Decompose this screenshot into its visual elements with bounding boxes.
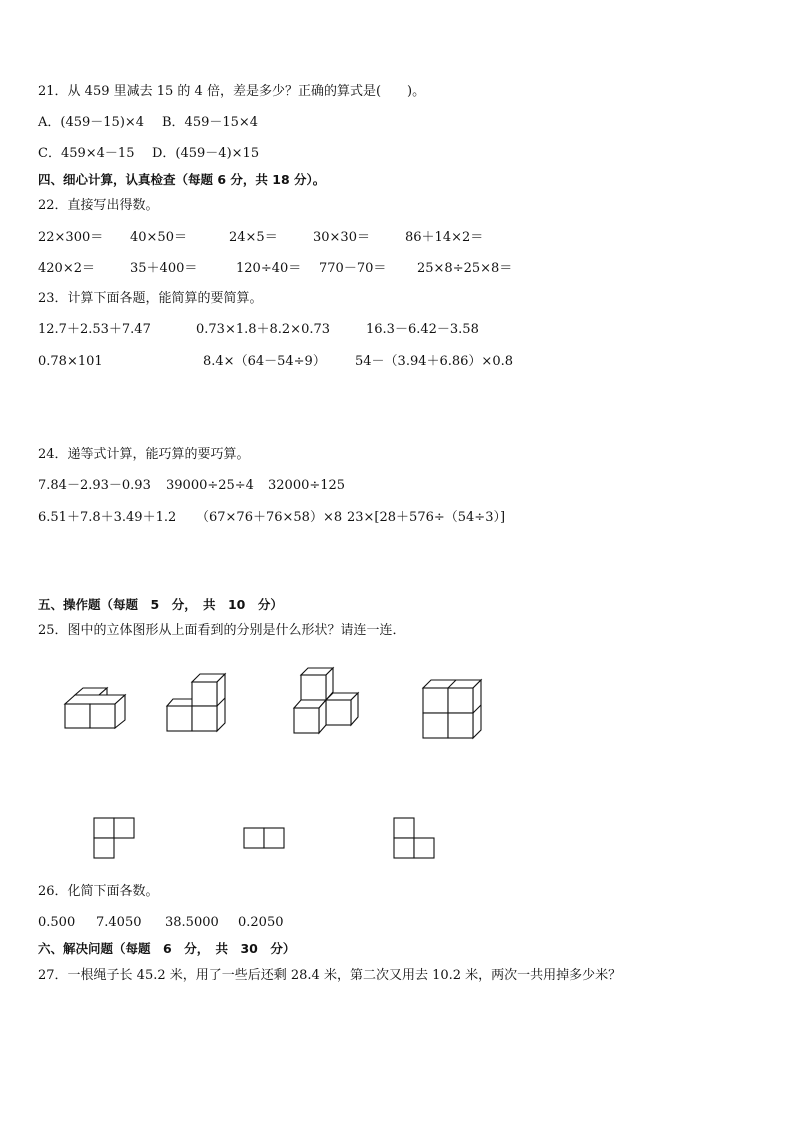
solid-figure-2 <box>167 674 225 731</box>
q23-item: 16.3－6.42－3.58 <box>366 322 479 337</box>
q23-stem: 23．计算下面各题，能简算的要简算。 <box>38 291 263 306</box>
q21-option-d: D．(459－4)×15 <box>152 146 260 161</box>
q26-stem: 26．化简下面各数。 <box>38 884 159 899</box>
q22-item: 35＋400＝ <box>130 261 198 276</box>
solid-figure-3 <box>294 668 358 733</box>
q24-item: 39000÷25÷4 <box>166 478 254 493</box>
q23-item: 8.4×（64－54÷9） <box>203 354 326 369</box>
q22-item: 22×300＝ <box>38 230 104 245</box>
q23-item: 54－（3.94＋6.86）×0.8 <box>355 354 513 369</box>
q21-option-b: B．459－15×4 <box>162 115 259 130</box>
q22-item: 30×30＝ <box>313 230 370 245</box>
q24-item: 6.51＋7.8＋3.49＋1.2 <box>38 510 177 525</box>
q25-stem: 25．图中的立体图形从上面看到的分别是什么形状？请连一连． <box>38 623 406 638</box>
q21-option-a: A．(459－15)×4 <box>38 115 145 130</box>
q24-item: 7.84－2.93－0.93 <box>38 478 151 493</box>
q24-item: 32000÷125 <box>268 478 346 493</box>
top-view-step-shape <box>394 818 434 858</box>
q26-number: 7.4050 <box>96 915 142 930</box>
section5-heading: 五、操作题（每题 5 分， 共 10 分） <box>38 597 283 612</box>
q24-stem: 24．递等式计算，能巧算的要巧算。 <box>38 447 250 462</box>
q22-stem: 22．直接写出得数。 <box>38 198 159 213</box>
q27-stem: 27．一根绳子长 45.2 米，用了一些后还剩 28.4 米，第二次又用去 10.2 米，两次一共用掉多少米？ <box>38 968 622 983</box>
q24-item: 23×[28＋576÷（54÷3）] <box>347 510 506 525</box>
q22-item: 40×50＝ <box>130 230 187 245</box>
top-view-l-shape <box>94 818 134 858</box>
q22-item: 770－70＝ <box>319 261 387 276</box>
q22-item: 120÷40＝ <box>236 261 302 276</box>
q22-item: 24×5＝ <box>229 230 278 245</box>
solid-figure-1 <box>65 688 125 728</box>
top-view-two-squares <box>244 828 284 848</box>
section6-heading: 六、解决问题（每题 6 分， 共 30 分） <box>38 941 296 956</box>
q21-stem: 21．从 459 里减去 15 的 4 倍，差是多少？正确的算式是( )。 <box>38 84 426 99</box>
q23-item: 0.73×1.8＋8.2×0.73 <box>196 322 331 337</box>
section4-heading: 四、细心计算，认真检查（每题 6 分，共 18 分）。 <box>38 172 326 187</box>
q22-item: 420×2＝ <box>38 261 95 276</box>
q23-item: 12.7＋2.53＋7.47 <box>38 322 151 337</box>
q26-number: 0.500 <box>38 915 76 930</box>
solid-figure-4 <box>423 680 481 738</box>
q21-option-c: C．459×4－15 <box>38 146 135 161</box>
q22-item: 86＋14×2＝ <box>405 230 484 245</box>
q23-item: 0.78×101 <box>38 354 103 369</box>
q26-number: 38.5000 <box>165 915 219 930</box>
q22-item: 25×8÷25×8＝ <box>417 261 513 276</box>
q26-number: 0.2050 <box>238 915 284 930</box>
q24-item: （67×76＋76×58）×8 <box>196 510 343 525</box>
